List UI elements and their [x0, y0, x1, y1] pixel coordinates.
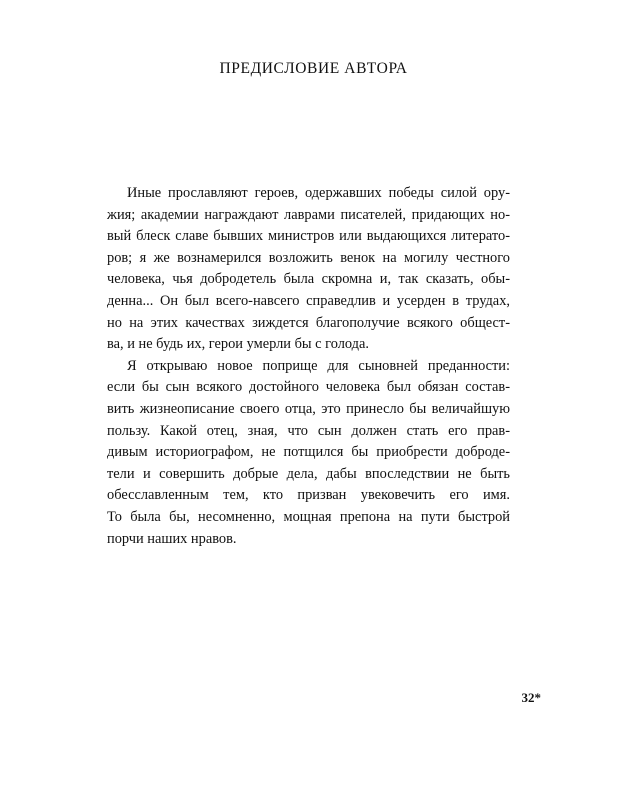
paragraph-1: [107, 183, 510, 356]
page-title: ПРЕДИСЛОВИЕ АВТОРА: [219, 60, 408, 77]
body-text: [107, 183, 510, 550]
page-number: 32*: [521, 690, 541, 705]
text-line: обесславленным тем, кто призван увековечить его имя.: [107, 487, 510, 504]
text-line: но на этих качествах зиждется благополучие всякого общест-: [107, 314, 510, 331]
text-line: тели и совершить добрые дела, дабы впоследствии не быть: [107, 465, 510, 482]
text-line: если бы сын всякого достойного человека был обязан состав-: [107, 379, 510, 396]
text-line: То была бы, несомненно, мощная препона на пути быстрой: [107, 508, 510, 525]
text-line: Я открываю новое поприще для сыновней преданности:: [127, 357, 510, 374]
text-line: ров; я же вознамерился возложить венок на могилу честного: [107, 249, 510, 266]
text-line: жия; академии награждают лаврами писателей, придающих но-: [107, 206, 510, 223]
text-line: вить жизнеописание своего отца, это принесло бы величайшую: [107, 400, 510, 417]
paragraph-2: [107, 356, 510, 550]
text-line: Иные прославляют героев, одержавших победы силой ору-: [127, 185, 510, 201]
text-line: дивым историографом, не потщился бы приобрести доброде-: [107, 444, 510, 461]
text-line: человека, чья добродетель была скромна и, так сказать, обы-: [107, 271, 510, 288]
text-line: ва, и не будь их, герои умерли бы с голода.: [107, 336, 369, 353]
text-line: порчи наших нравов.: [107, 530, 237, 547]
text-line: денна... Он был всего-навсего справедлив и усерден в трудах,: [107, 292, 510, 309]
text-line: пользу. Какой отец, зная, что сын должен стать его прав-: [107, 422, 510, 439]
text-line: вый блеск славе бывших министров или выдающихся литерато-: [107, 228, 510, 245]
